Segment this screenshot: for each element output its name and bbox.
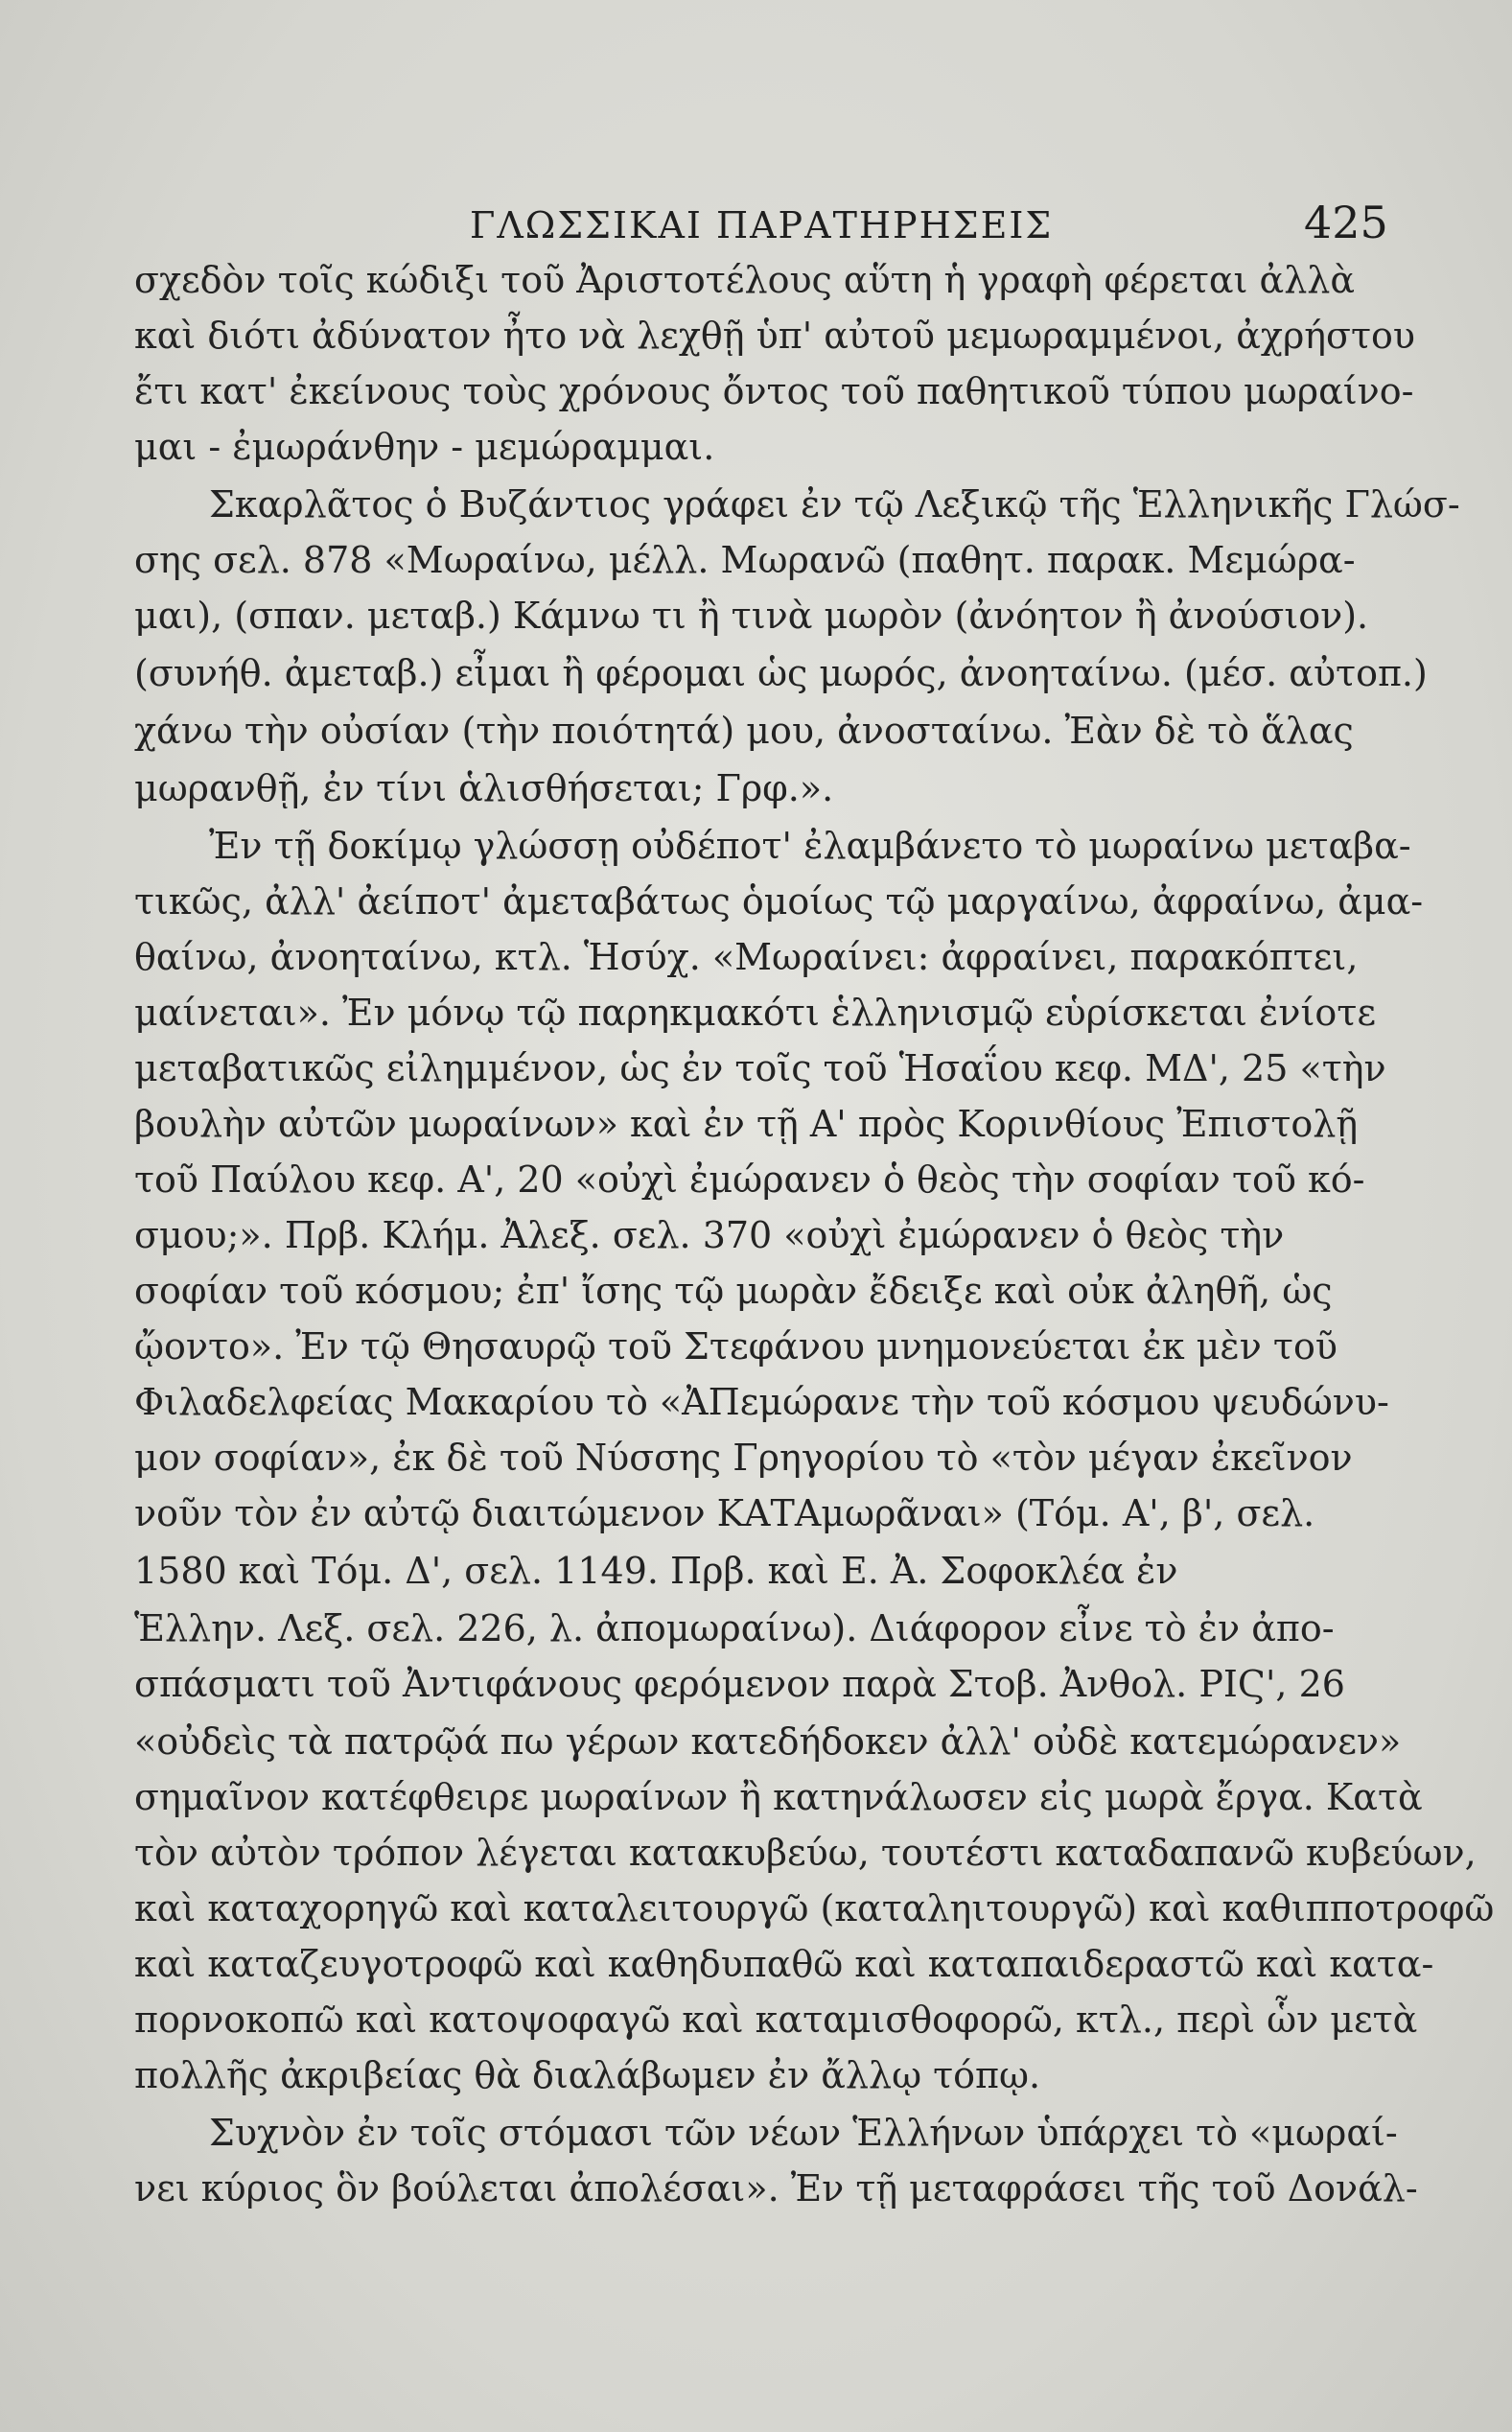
text-line: μον σοφίαν», ἐκ δὲ τοῦ Νύσσης Γρηγορίου τὸ «τὸν μέγαν ἐκεῖνον — [134, 1437, 1353, 1479]
text-line: Ἑλλην. Λεξ. σελ. 226, λ. ἀπομωραίνω). Διάφορον εἶνε τὸ ἐν ἀπο- — [134, 1607, 1335, 1649]
text-line: σοφίαν τοῦ κόσμου; ἐπ' ἴσης τῷ μωρὰν ἔδειξε καὶ οὐκ ἀληθῆ, ὡς — [134, 1270, 1333, 1312]
text-line: Φιλαδελφείας Μακαρίου τὸ «ἈΠεμώρανε τὴν τοῦ κόσμου ψευδώνυ- — [134, 1381, 1389, 1423]
text-line: σημαῖνον κατέφθειρε μωραίνων ἢ κατηνάλωσεν εἰς μωρὰ ἔργα. Κατὰ — [134, 1776, 1423, 1818]
text-line: μαι - ἐμωράνθην - μεμώραμμαι. — [134, 426, 715, 468]
text-line: ᾤοντο». Ἐν τῷ Θησαυρῷ τοῦ Στεφάνου μνημονεύεται ἐκ μὲν τοῦ — [134, 1325, 1338, 1368]
text-line: πορνοκοπῶ καὶ κατοψοφαγῶ καὶ καταμισθοφορῶ, κτλ., περὶ ὧν μετὰ — [134, 1999, 1418, 2041]
running-title: ΓΛΩΣΣΙΚΑΙ ΠΑΡΑΤΗΡΗΣΕΙΣ — [470, 204, 1054, 246]
text-line: νοῦν τὸν ἐν αὐτῷ διαιτώμενον ΚΑΤΑμωρᾶναι» (Τόμ. Α', β', σελ. — [134, 1492, 1315, 1534]
text-line: τὸν αὐτὸν τρόπον λέγεται κατακυβεύω, τουτέστι καταδαπανῶ κυβεύων, — [134, 1832, 1477, 1874]
text-line: καὶ καταχορηγῶ καὶ καταλειτουργῶ (καταληιτουργῶ) καὶ καθιπποτροφῶ — [134, 1887, 1495, 1929]
text-line: τοῦ Παύλου κεφ. Α', 20 «οὐχὶ ἐμώρανεν ὁ θεὸς τὴν σοφίαν τοῦ κό- — [134, 1158, 1365, 1201]
text-line: σπάσματι τοῦ Ἀντιφάνους φερόμενον παρὰ Στοβ. Ἀνθολ. ΡΙϚ', 26 — [134, 1663, 1345, 1705]
body-text — [134, 251, 1495, 2246]
text-line: καὶ καταζευγοτροφῶ καὶ καθηδυπαθῶ καὶ καταπαιδεραστῶ καὶ κατα- — [134, 1943, 1434, 1985]
text-line: χάνω τὴν οὐσίαν (τὴν ποιότητά) μου, ἀνοσταίνω. Ἐὰν δὲ τὸ ἅλας — [134, 710, 1354, 752]
text-line: σης σελ. 878 «Μωραίνω, μέλλ. Μωρανῶ (παθητ. παρακ. Μεμώρα- — [134, 539, 1356, 581]
page-number: 425 — [1304, 197, 1388, 248]
text-line: 1580 καὶ Τόμ. Δ', σελ. 1149. Πρβ. καὶ Ε. Ἀ. Σοφοκλέα ἐν — [134, 1550, 1178, 1592]
text-line: Συχνὸν ἐν τοῖς στόμασι τῶν νέων Ἑλλήνων ὑπάρχει τὸ «μωραί- — [209, 2112, 1398, 2154]
text-line: «οὐδεὶς τὰ πατρῷά πω γέρων κατεδήδοκεν ἀλλ' οὐδὲ κατεμώρανεν» — [134, 1720, 1402, 1763]
text-line: θαίνω, ἀνοηταίνω, κτλ. Ἡσύχ. «Μωραίνει: ἀφραίνει, παρακόπτει, — [134, 936, 1359, 978]
text-line: καὶ διότι ἀδύνατον ἦτο νὰ λεχθῇ ὑπ' αὐτοῦ μεμωραμμένοι, ἀχρήστου — [134, 315, 1415, 357]
text-line: σμου;». Πρβ. Κλήμ. Ἀλεξ. σελ. 370 «οὐχὶ ἐμώρανεν ὁ θεὸς τὴν — [134, 1214, 1285, 1256]
text-line: μωρανθῇ, ἐν τίνι ἁλισθήσεται; Γρφ.». — [134, 767, 834, 809]
page-header — [470, 187, 1505, 254]
text-line: (συνήθ. ἀμεταβ.) εἶμαι ἢ φέρομαι ὡς μωρός, ἀνοηταίνω. (μέσ. αὐτοπ.) — [134, 652, 1428, 694]
text-line: ἔτι κατ' ἐκείνους τοὺς χρόνους ὄντος τοῦ παθητικοῦ τύπου μωραίνο- — [134, 370, 1414, 412]
text-line: σχεδὸν τοῖς κώδιξι τοῦ Ἀριστοτέλους αὕτη ἡ γραφὴ φέρεται ἀλλὰ — [134, 259, 1356, 301]
text-line: μαίνεται». Ἐν μόνῳ τῷ παρηκμακότι ἑλληνισμῷ εὑρίσκεται ἐνίοτε — [134, 992, 1377, 1034]
text-line: μαι), (σπαν. μεταβ.) Κάμνω τι ἢ τινὰ μωρὸν (ἀνόητον ἢ ἀνούσιον). — [134, 595, 1369, 637]
text-line: μεταβατικῶς εἰλημμένον, ὡς ἐν τοῖς τοῦ Ἡσαΐου κεφ. ΜΔ', 25 «τὴν — [134, 1047, 1386, 1089]
text-line: νει κύριος ὃν βούλεται ἀπολέσαι». Ἐν τῇ μεταφράσει τῆς τοῦ Δονάλ- — [134, 2167, 1418, 2210]
text-line: πολλῆς ἀκριβείας θὰ διαλάβωμεν ἐν ἄλλῳ τόπῳ. — [134, 2054, 1041, 2096]
text-line: Σκαρλᾶτος ὁ Βυζάντιος γράφει ἐν τῷ Λεξικῷ τῆς Ἑλληνικῆς Γλώσ- — [209, 483, 1460, 526]
text-line: βουλὴν αὐτῶν μωραίνων» καὶ ἐν τῇ Α' πρὸς Κορινθίους Ἐπιστολῇ — [134, 1103, 1359, 1145]
text-line: τικῶς, ἀλλ' ἀείποτ' ἀμεταβάτως ὁμοίως τῷ μαργαίνω, ἀφραίνω, ἀμα- — [134, 880, 1424, 923]
text-line: Ἐν τῇ δοκίμῳ γλώσσῃ οὐδέποτ' ἐλαμβάνετο τὸ μωραίνω μεταβα- — [209, 825, 1411, 867]
